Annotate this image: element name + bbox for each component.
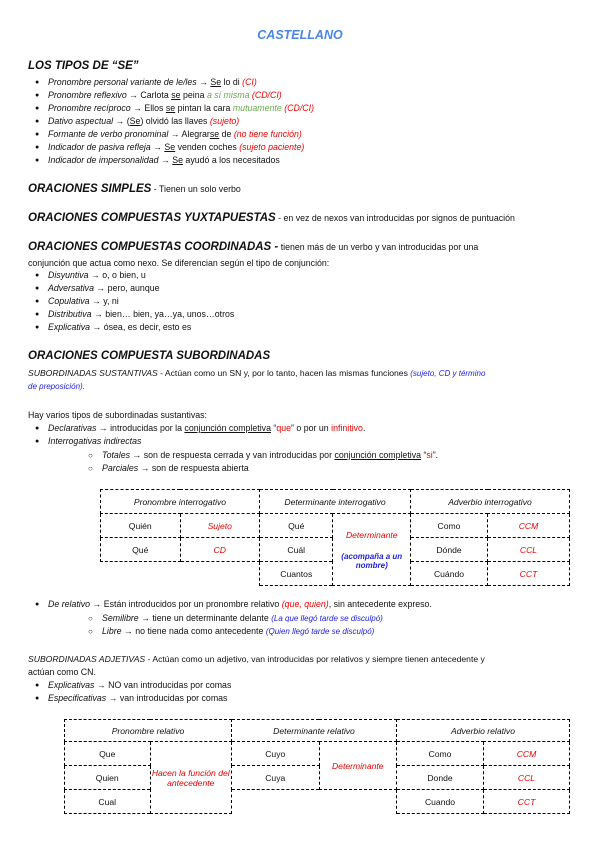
declarativas-item bbox=[48, 423, 365, 434]
se-example-end: ayudó a los necesitados bbox=[182, 155, 280, 165]
table1-cell: Qué bbox=[101, 538, 181, 562]
se-example-end: de bbox=[219, 129, 234, 139]
tipos-se-item bbox=[48, 142, 304, 153]
table1-cell: Quién bbox=[101, 514, 181, 538]
table1-cell: CD bbox=[180, 538, 260, 562]
coordinada-item bbox=[48, 322, 191, 333]
table1-header-determinante: Determinante interrogativo bbox=[260, 490, 411, 514]
table1-cell: Cuándo bbox=[411, 562, 488, 586]
simples-heading-text: ORACIONES SIMPLES bbox=[28, 183, 152, 195]
se-example-start: Alegrar bbox=[181, 129, 210, 139]
se-example-se: se bbox=[165, 103, 176, 113]
table2-header-adverbio: Adverbio relativo bbox=[397, 720, 570, 742]
relativo-t1: → Están introducidos por un pronombre relativo bbox=[90, 599, 282, 609]
totales-item bbox=[102, 450, 438, 461]
simples-desc: - Tienen un solo verbo bbox=[151, 184, 241, 194]
adjetivas-desc-line1 bbox=[28, 653, 485, 665]
declarativas-t2: “ bbox=[270, 423, 277, 433]
adjetivas-desc2: actúan como CN. bbox=[28, 667, 96, 677]
coordinada-term: Distributiva bbox=[48, 309, 92, 319]
table2-cell: Quien bbox=[65, 766, 151, 790]
tipos-se-item bbox=[48, 77, 257, 88]
table2-determinante-cell: Determinante bbox=[319, 742, 396, 790]
explicativas-term: Explicativas bbox=[48, 680, 95, 690]
table1-cell: Cuantos bbox=[260, 562, 333, 586]
explicativas-t1: → NO van introducidas por comas bbox=[94, 680, 232, 690]
section-heading-coordinadas bbox=[28, 241, 478, 253]
totales-conj: conjunción completiva bbox=[334, 450, 422, 460]
semilibre-example: (La que llegó tarde se disculpó) bbox=[271, 614, 383, 623]
se-arrow: → bbox=[130, 103, 145, 113]
table1-determinante-note: (acompaña a un nombre) bbox=[341, 551, 403, 570]
se-term: Indicador de impersonalidad bbox=[48, 155, 159, 165]
semilibre-item bbox=[102, 613, 383, 624]
se-arrow: → bbox=[126, 90, 141, 100]
table1-cell: Dónde bbox=[411, 538, 488, 562]
se-term: Pronombre personal variante de le/les bbox=[48, 77, 197, 87]
table1-cell: Qué bbox=[260, 514, 333, 538]
coordinada-conjunctions: → o, o bien, u bbox=[88, 270, 146, 280]
tipos-se-item bbox=[48, 129, 302, 140]
tipos-se-item bbox=[48, 155, 280, 166]
sustantivas-note1: (sujeto, CD y término bbox=[410, 369, 486, 378]
coordinada-item bbox=[48, 309, 234, 320]
yuxta-heading-text: ORACIONES COMPUESTAS YUXTAPUESTAS bbox=[28, 212, 276, 224]
se-function-note: (CI) bbox=[242, 77, 257, 87]
coordinada-term: Explicativa bbox=[48, 322, 91, 332]
table2-empty-cell bbox=[232, 790, 397, 814]
se-term: Dativo aspectual bbox=[48, 116, 114, 126]
declarativas-term: Declarativas bbox=[48, 423, 97, 433]
especificativas-item bbox=[48, 693, 227, 704]
table-interrogativos bbox=[100, 489, 570, 586]
coordinada-term: Copulativa bbox=[48, 296, 90, 306]
table2-cell: Cuya bbox=[232, 766, 320, 790]
coordinada-conjunctions: → bien… bien, ya…ya, unos…otros bbox=[91, 309, 235, 319]
se-term: Formante de verbo pronominal bbox=[48, 129, 169, 139]
se-function-note: (CD/CI) bbox=[284, 103, 315, 113]
coord-heading-text: ORACIONES COMPUESTAS COORDINADAS - bbox=[28, 241, 279, 253]
se-function-note: (sujeto) bbox=[209, 116, 240, 126]
relativo-term: De relativo bbox=[48, 599, 91, 609]
se-arrow: → bbox=[158, 155, 173, 165]
se-function-note: (no tiene función) bbox=[233, 129, 302, 139]
se-example-extra: mutuamente bbox=[232, 103, 282, 113]
se-arrow: → bbox=[168, 129, 182, 139]
se-example-start: Carlota bbox=[140, 90, 172, 100]
se-example-se: Se bbox=[129, 116, 141, 126]
parciales-item bbox=[102, 463, 249, 474]
adjetivas-desc1: - Actúan como un adjetivo, van introducidas por relativos y siempre tienen antecedente y bbox=[145, 654, 485, 664]
se-example-start: Ellos bbox=[144, 103, 166, 113]
se-example-se: se bbox=[171, 90, 181, 100]
sustantivas-label: SUBORDINADAS SUSTANTIVAS bbox=[28, 368, 158, 378]
totales-t3: ”. bbox=[432, 450, 439, 460]
sustantivas-desc-line1 bbox=[28, 367, 485, 380]
table1-determinante-label: Determinante bbox=[345, 529, 398, 540]
se-example-se: se bbox=[209, 129, 220, 139]
table-relativos bbox=[64, 719, 570, 814]
table1-header-adverbio: Adverbio interrogativo bbox=[411, 490, 570, 514]
section-heading-subordinadas: ORACIONES COMPUESTA SUBORDINADAS bbox=[28, 350, 271, 362]
se-example-end: venden coches bbox=[175, 142, 240, 152]
semilibre-term: Semilibre bbox=[102, 613, 139, 623]
se-function-note: (CD/CI) bbox=[251, 90, 282, 100]
table2-cell: CCM bbox=[484, 742, 570, 766]
se-example-se: Se bbox=[164, 142, 176, 152]
declarativas-t4: . bbox=[362, 423, 366, 433]
coordinada-term: Disyuntiva bbox=[48, 270, 89, 280]
coord-desc1: tienen más de un verbo y van introducidas por una bbox=[278, 242, 479, 252]
table1-determinante-cell bbox=[333, 514, 411, 586]
se-term: Pronombre recíproco bbox=[48, 103, 131, 113]
coordinada-item bbox=[48, 283, 160, 294]
tipos-se-item bbox=[48, 116, 239, 127]
table2-cell: Cuyo bbox=[232, 742, 320, 766]
declarativas-que: que bbox=[276, 423, 292, 433]
se-arrow: → bbox=[196, 77, 211, 87]
section-heading-simples bbox=[28, 183, 241, 195]
table2-cell: Cual bbox=[65, 790, 151, 814]
se-term: Pronombre reflexivo bbox=[48, 90, 127, 100]
table1-header-pronombre: Pronombre interrogativo bbox=[101, 490, 260, 514]
sustantivas-note2: de preposición). bbox=[28, 382, 85, 391]
se-example-se: Se bbox=[210, 77, 222, 87]
coord-desc2: conjunción que actua como nexo. Se diferencian según el tipo de conjunción: bbox=[28, 258, 330, 268]
se-example-end: ) olvidó las llaves bbox=[140, 116, 210, 126]
sustantivas-desc: - Actúan como un SN y, por lo tanto, hacen las mismas funciones bbox=[157, 368, 411, 378]
table2-cell: Que bbox=[65, 742, 151, 766]
table2-header-pronombre: Pronombre relativo bbox=[65, 720, 232, 742]
adjetivas-label: SUBORDINADAS ADJETIVAS bbox=[28, 654, 146, 664]
se-arrow: → bbox=[150, 142, 165, 152]
coordinada-item bbox=[48, 270, 146, 281]
varios-tipos-text: Hay varios tipos de subordinadas sustantivas: bbox=[28, 410, 207, 420]
explicativas-item bbox=[48, 680, 231, 691]
declarativas-t3: ” o por un bbox=[291, 423, 332, 433]
table2-cell: Donde bbox=[397, 766, 484, 790]
relativo-item bbox=[48, 599, 432, 610]
coordinada-item bbox=[48, 296, 119, 307]
totales-term: Totales bbox=[102, 450, 131, 460]
table2-cell: CCL bbox=[484, 766, 570, 790]
table1-cell: CCL bbox=[488, 538, 570, 562]
table1-empty-cell bbox=[101, 562, 260, 586]
table1-cell: Sujeto bbox=[180, 514, 260, 538]
se-term: Indicador de pasiva refleja bbox=[48, 142, 151, 152]
se-example-end: pintan la cara bbox=[175, 103, 233, 113]
interrogativas-item: ● Interrogativas indirectas bbox=[48, 436, 141, 447]
libre-t1: → no tiene nada como antecedente bbox=[121, 626, 266, 636]
parciales-t1: → son de respuesta abierta bbox=[138, 463, 249, 473]
semilibre-t1: → tiene un determinante delante bbox=[138, 613, 272, 623]
libre-example: (Quien llegó tarde se disculpó) bbox=[265, 627, 375, 636]
se-example-start: ( bbox=[126, 116, 130, 126]
se-example-end: peina bbox=[180, 90, 207, 100]
declarativas-conj: conjunción completiva bbox=[184, 423, 271, 433]
totales-t1: → son de respuesta cerrada y van introducidas por bbox=[130, 450, 335, 460]
section-heading-tipos-se: LOS TIPOS DE “SE” bbox=[28, 60, 139, 72]
se-arrow: → bbox=[113, 116, 127, 126]
yuxta-desc: - en vez de nexos van introducidas por signos de puntuación bbox=[275, 213, 515, 223]
parciales-term: Parciales bbox=[102, 463, 139, 473]
table2-hacen-funcion-cell: Hacen la función del antecedente bbox=[150, 742, 232, 814]
totales-si: si bbox=[426, 450, 433, 460]
declarativas-t1: → introducidas por la bbox=[96, 423, 185, 433]
table2-cell: Como bbox=[397, 742, 484, 766]
libre-term: Libre bbox=[102, 626, 122, 636]
especificativas-term: Especificativas bbox=[48, 693, 107, 703]
libre-item bbox=[102, 626, 374, 637]
se-function-note: (sujeto paciente) bbox=[239, 142, 305, 152]
se-example-se: Se bbox=[172, 155, 183, 165]
especificativas-t1: → van introducidas por comas bbox=[106, 693, 228, 703]
coordinada-conjunctions: → ósea, es decir, esto es bbox=[90, 322, 192, 332]
coordinada-conjunctions: → y, ni bbox=[89, 296, 119, 306]
table1-cell: CCM bbox=[488, 514, 570, 538]
tipos-se-item bbox=[48, 90, 282, 101]
relativo-t2: , sin antecedente expreso. bbox=[328, 599, 432, 609]
table1-cell: Cuál bbox=[260, 538, 333, 562]
se-example-extra: a sí misma bbox=[206, 90, 250, 100]
section-heading-yuxtapuestas bbox=[28, 212, 515, 224]
coordinada-term: Adversativa bbox=[48, 283, 94, 293]
table2-cell: CCT bbox=[484, 790, 570, 814]
totales-t2: “ bbox=[421, 450, 427, 460]
table1-cell: CCT bbox=[488, 562, 570, 586]
table2-cell: Cuando bbox=[397, 790, 484, 814]
table1-cell: Como bbox=[411, 514, 488, 538]
se-example-end: lo di bbox=[221, 77, 243, 87]
table2-header-determinante: Determinante relativo bbox=[232, 720, 397, 742]
declarativas-infinitivo: infinitivo bbox=[331, 423, 363, 433]
relativo-note: (que, quien) bbox=[281, 599, 329, 609]
coordinada-conjunctions: → pero, aunque bbox=[93, 283, 160, 293]
page-title: CASTELLANO bbox=[257, 28, 343, 42]
tipos-se-item bbox=[48, 103, 314, 114]
